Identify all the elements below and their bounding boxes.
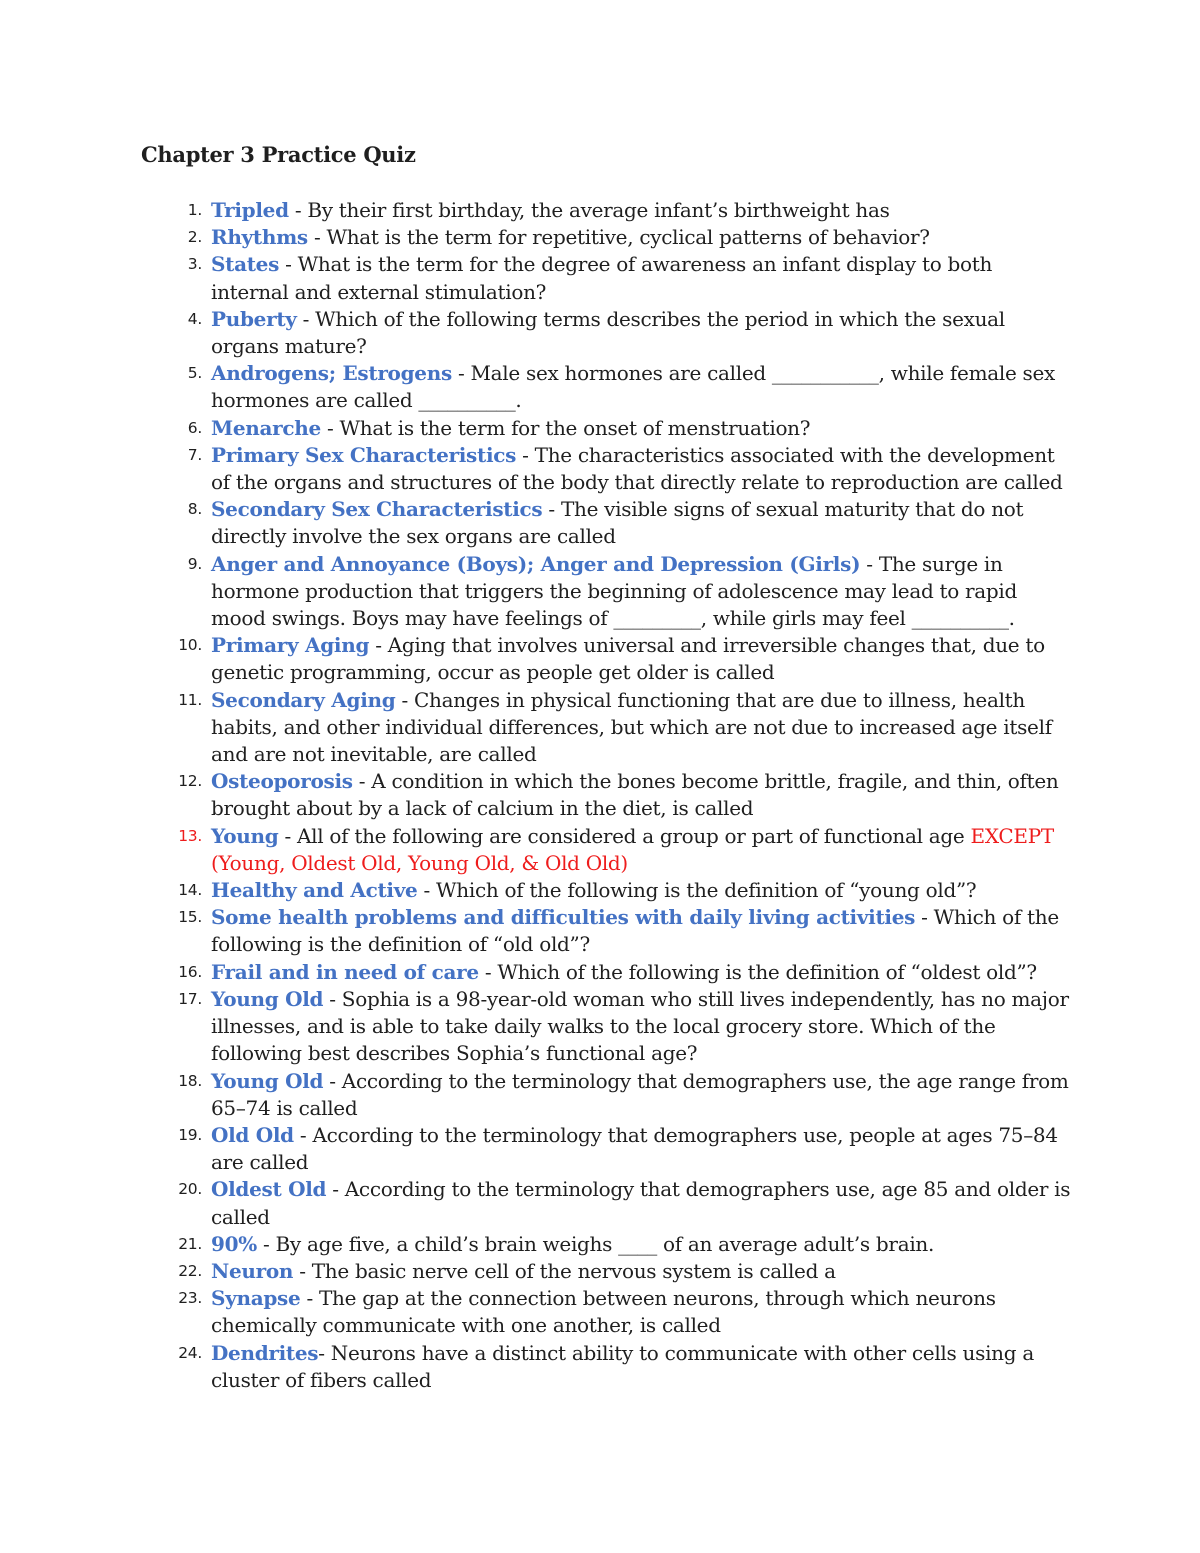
answer-text: Menarche [211, 415, 321, 440]
question-text: Changes in physical functioning that are due to illness, health habits, and other individual differences, but which are not due to increased age itself and are not inevitable, are called [211, 687, 1052, 767]
answer-separator: - [860, 551, 879, 576]
page-title: Chapter 3 Practice Quiz [141, 142, 416, 167]
question-text: A condition in which the bones become brittle, fragile, and thin, often brought about by a lack of calcium in the diet, is called [211, 769, 1059, 821]
question-text: The characteristics associated with the development of the organs and structures of the body that directly relate to reproduction are called [211, 442, 1063, 495]
except-emphasis: EXCEPT [970, 823, 1054, 848]
question-number: 19. [178, 1125, 202, 1144]
answer-text: Young Old [211, 986, 324, 1011]
question-text: The visible signs of sexual maturity that do not directly involve the sex organs are called [211, 497, 1024, 549]
question-text: Male sex hormones are called ___________, while female sex hormones are called __________. [211, 361, 1056, 413]
question-text: Which of the following is the definition of “oldest old”? [497, 959, 1037, 984]
answer-separator: - [323, 1068, 342, 1093]
question-text: The gap at the connection between neurons, through which neurons chemically communicate with one another, is called [211, 1286, 996, 1338]
question-number: 9. [187, 554, 202, 573]
question-number: 17. [178, 989, 202, 1008]
quiz-item [141, 415, 1071, 442]
answer-text: States [211, 252, 280, 277]
quiz-item [141, 877, 1071, 904]
question-text: What is the term for the degree of awareness an infant display to both internal and external stimulation? [211, 252, 993, 304]
question-text: Sophia is a 98-year-old woman who still lives independently, has no major illnesses, and is able to take daily walks to the local grocery store. Which of the following best describes Sophia’s functional age? [211, 986, 1069, 1066]
answer-text: Synapse [211, 1286, 301, 1311]
answer-separator: - [395, 687, 414, 712]
question-text: Aging that involves universal and irreversible changes that, due to genetic programming, occur as people get older is called [211, 633, 1045, 685]
question-number: 23. [178, 1289, 202, 1308]
question-number: 14. [178, 881, 202, 900]
answer-separator: - [326, 1177, 345, 1202]
answer-separator: - [323, 986, 342, 1011]
question-number: 24. [178, 1343, 202, 1362]
question-text: The surge in hormone production that triggers the beginning of adolescence may lead to rapid mood swings. Boys may have feelings of _________, while girls may feel __________. [211, 551, 1018, 631]
quiz-item [141, 1285, 1071, 1339]
quiz-item [141, 959, 1071, 986]
answer-separator: - [451, 361, 471, 386]
question-number: 16. [178, 962, 202, 981]
quiz-item [141, 1258, 1071, 1285]
question-text: According to the terminology that demographers use, age 85 and older is called [211, 1177, 1071, 1229]
question-text: Which of the following is the definition of “old old”? [211, 905, 1059, 957]
answer-text: Tripled [211, 198, 289, 222]
question-text: Which of the following terms describes the period in which the sexual organs mature? [211, 306, 1005, 359]
question-number: 11. [178, 690, 202, 709]
question-number: 10. [178, 636, 202, 655]
quiz-item [141, 360, 1071, 414]
quiz-item [141, 1176, 1071, 1230]
quiz-item [141, 551, 1071, 633]
answer-text: Healthy and Active [211, 878, 418, 903]
question-number: 4. [187, 309, 202, 328]
question-number: 8. [187, 500, 202, 519]
answer-text: Dendrites [211, 1340, 319, 1365]
question-text: By their first birthday, the average infant’s birthweight has [307, 198, 890, 222]
answer-separator: - [516, 442, 535, 467]
answer-text: Young [211, 823, 279, 848]
question-text: According to the terminology that demographers use, people at ages 75–84 are called [211, 1122, 1058, 1175]
question-number: 21. [178, 1234, 202, 1253]
question-number: 18. [178, 1071, 202, 1090]
answer-separator: - [293, 1122, 313, 1147]
quiz-item [141, 224, 1071, 251]
answer-separator: - [256, 1231, 276, 1256]
quiz-item [141, 251, 1071, 305]
question-text: Neurons have a distinct ability to communicate with other cells using a cluster of fibers called [211, 1340, 1034, 1392]
answer-text: Young Old [211, 1068, 324, 1093]
question-text: What is the term for repetitive, cyclical patterns of behavior? [326, 225, 930, 250]
quiz-item [141, 306, 1071, 360]
question-number: 13. [178, 826, 202, 845]
question-text: By age five, a child’s brain weighs ____ of an average adult’s brain. [275, 1231, 935, 1256]
quiz-item [141, 1340, 1071, 1394]
answer-separator: - [307, 225, 327, 250]
answer-text: Osteoporosis [211, 769, 353, 794]
quiz-item [141, 496, 1071, 550]
answer-text: Frail and in need of care [211, 959, 479, 984]
quiz-item [141, 197, 1071, 224]
answer-text: Secondary Aging [211, 687, 396, 712]
answer-separator: - [279, 252, 298, 277]
question-number: 22. [178, 1261, 202, 1280]
answer-separator: - [300, 1286, 320, 1311]
quiz-item [141, 1122, 1071, 1176]
answer-separator: - [293, 1258, 312, 1283]
answer-text: Anger and Annoyance (Boys); Anger and Depression (Girls) [211, 551, 861, 576]
answer-text: Oldest Old [211, 1177, 327, 1202]
quiz-item [141, 442, 1071, 496]
question-text: Which of the following is the definition of “young old”? [436, 878, 977, 903]
question-number: 12. [178, 772, 202, 791]
answer-options: (Young, Oldest Old, Young Old, & Old Old) [211, 850, 628, 875]
quiz-item [141, 1231, 1071, 1258]
quiz-item [141, 687, 1071, 769]
answer-text: Rhythms [211, 225, 308, 250]
answer-separator: - [278, 823, 298, 848]
question-number: 1. [187, 201, 202, 219]
quiz-item [141, 986, 1071, 1068]
answer-separator: - [542, 497, 561, 522]
answer-text: 90% [211, 1231, 257, 1256]
question-text: The basic nerve cell of the nervous system is called a [311, 1258, 836, 1283]
question-number: 15. [178, 908, 202, 927]
question-number: 20. [178, 1180, 202, 1199]
answer-text: Puberty [211, 306, 297, 331]
answer-separator: - [369, 633, 388, 658]
answer-text: Secondary Sex Characteristics [211, 497, 543, 522]
question-text: According to the terminology that demographers use, the age range from 65–74 is called [211, 1068, 1069, 1120]
question-number: 7. [187, 445, 202, 464]
quiz-list [141, 197, 1071, 1394]
answer-text: Primary Sex Characteristics [211, 442, 517, 467]
question-text: All of the following are considered a group or part of functional age [297, 823, 971, 848]
answer-separator: - [352, 769, 372, 794]
question-number: 3. [187, 255, 202, 274]
quiz-item [141, 768, 1071, 822]
question-number: 5. [187, 364, 202, 383]
quiz-item [141, 1068, 1071, 1122]
answer-separator: - [915, 905, 934, 930]
quiz-item [141, 904, 1071, 958]
answer-text: Neuron [211, 1258, 294, 1283]
answer-text: Some health problems and difficulties with daily living activities [211, 905, 916, 930]
question-text: What is the term for the onset of menstruation? [339, 415, 811, 440]
answer-separator: - [288, 198, 308, 222]
answer-text: Old Old [211, 1122, 294, 1147]
quiz-item [141, 823, 1071, 877]
quiz-item [141, 632, 1071, 686]
answer-separator: - [318, 1340, 331, 1365]
answer-separator: - [417, 878, 437, 903]
question-number: 2. [187, 228, 202, 247]
answer-text: Androgens; Estrogens [211, 361, 452, 386]
answer-separator: - [296, 306, 316, 331]
question-number: 6. [187, 418, 202, 437]
answer-separator: - [320, 415, 340, 440]
answer-separator: - [478, 959, 498, 984]
answer-text: Primary Aging [211, 633, 370, 658]
